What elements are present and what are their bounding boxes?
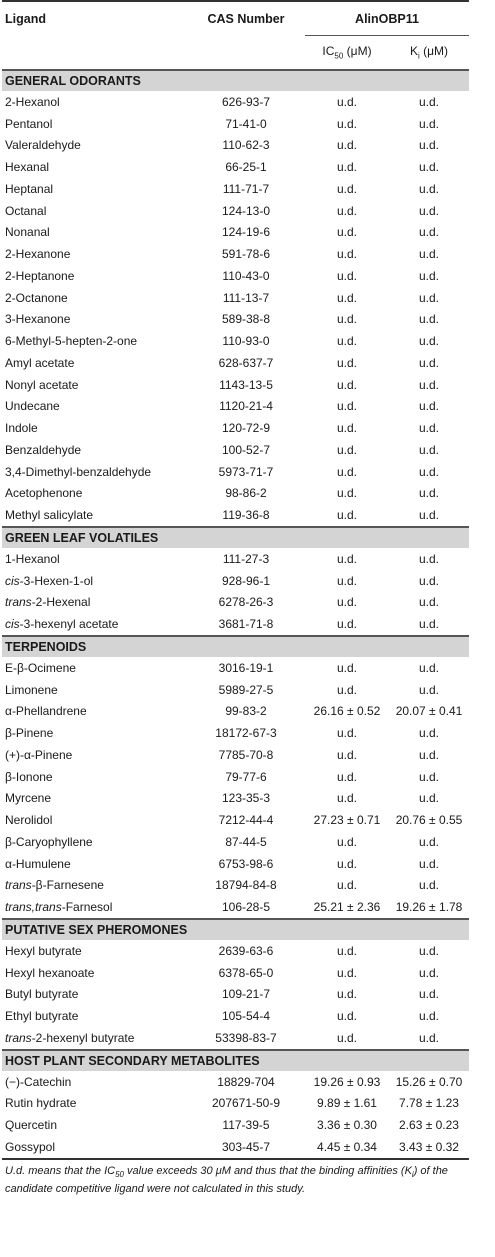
ic50-value: u.d. [336,726,357,741]
table-row [2,91,469,113]
ki-value: u.d. [419,834,440,849]
cas-number: 3016-19-1 [218,660,274,675]
cas-number: 6753-98-6 [218,856,274,871]
ligand-name: Ethyl butyrate [5,1009,79,1024]
cas-number: 589-38-8 [221,312,271,327]
header-ligand: Ligand [5,12,46,26]
ic50-value: u.d. [336,1030,357,1045]
cas-number: 120-72-9 [221,421,271,436]
ic50-value: u.d. [336,138,357,153]
table-row [2,875,469,897]
ic50-value: u.d. [336,225,357,240]
ligand-name: 3-Hexanone [5,312,71,327]
ligand-name: E-β-Ocimene [5,660,76,675]
ki-value: u.d. [419,464,440,479]
section-header [2,636,469,657]
ki-value: u.d. [419,508,440,523]
table-row [2,592,469,614]
ic50-value: u.d. [336,769,357,784]
cas-number: 110-43-0 [222,268,270,283]
ic50-value: u.d. [336,312,357,327]
cas-number: 105-54-4 [221,1009,271,1024]
cas-number: 79-77-6 [225,769,267,784]
ki-value: u.d. [419,421,440,436]
ligand-name: Octanal [5,203,47,218]
ic50-value: 27.23 ± 0.71 [313,813,381,828]
section-header [2,70,469,91]
ki-value: u.d. [419,769,440,784]
table-row [2,504,469,527]
ic50-value: u.d. [336,943,357,958]
table-row [2,265,469,287]
ligand-name: Hexyl hexanoate [5,965,95,980]
table-row [2,461,469,483]
cas-number: 207671-50-9 [211,1096,281,1111]
cas-number: 18172-67-3 [215,726,277,741]
ligand-name: Limonene [5,682,58,697]
table-row [2,722,469,744]
ligand-name: Benzaldehyde [5,442,82,457]
table-row [2,309,469,331]
cas-number: 7212-44-4 [218,813,274,828]
ligand-name: Methyl salicylate [5,508,94,523]
cas-number: 87-44-5 [225,834,267,849]
ic50-value: u.d. [336,573,357,588]
ki-value: u.d. [419,312,440,327]
header-protein: AlinOBP11 [305,1,469,36]
cas-number: 123-35-3 [221,791,271,806]
ki-value: u.d. [419,203,440,218]
ki-value: u.d. [419,442,440,457]
ki-value: u.d. [419,334,440,349]
table-row [2,896,469,919]
table-row [2,483,469,505]
ic50-value: 26.16 ± 0.52 [313,704,381,719]
ki-value: 20.07 ± 0.41 [395,704,463,719]
ic50-value: u.d. [336,747,357,762]
table-row [2,374,469,396]
section-title: PUTATIVE SEX PHEROMONES [2,919,469,940]
ic50-value: u.d. [336,551,357,566]
ki-value: u.d. [419,987,440,1002]
ki-value: u.d. [419,1009,440,1024]
table-row [2,1071,469,1093]
ligand-name: Hexyl butyrate [5,943,82,958]
table-row [2,984,469,1006]
ic50-value: u.d. [336,595,357,610]
ki-value: u.d. [419,225,440,240]
cas-number: 591-78-6 [221,247,271,262]
table-body [2,70,469,1159]
ic50-value: u.d. [336,442,357,457]
table-row [2,548,469,570]
ki-value: u.d. [419,682,440,697]
ligand-name: Nonanal [5,225,50,240]
cas-number: 5989-27-5 [218,682,274,697]
cas-number: 110-62-3 [222,138,270,153]
cas-number: 66-25-1 [225,160,267,175]
table-row [2,744,469,766]
table-row [2,657,469,679]
cas-number: 7785-70-8 [218,747,274,762]
table-row [2,200,469,222]
binding-affinity-table [2,0,469,1160]
ic50-value: u.d. [336,247,357,262]
ki-value: u.d. [419,573,440,588]
ki-value: u.d. [419,595,440,610]
cas-number: 117-39-5 [222,1118,270,1133]
table-row [2,352,469,374]
ligand-name: (−)-Catechin [5,1074,72,1089]
ligand-name: Butyl butyrate [5,987,79,1002]
table-row [2,1136,469,1159]
cas-number: 111-71-7 [222,181,270,196]
ki-value: u.d. [419,247,440,262]
ki-value: u.d. [419,181,440,196]
cas-number: 18829-704 [217,1074,275,1089]
ki-value: u.d. [419,138,440,153]
ki-value: u.d. [419,660,440,675]
table-row [2,113,469,135]
header-ic50: $IC_{50}$ (μM) [322,44,372,61]
cas-number: 100-52-7 [221,442,271,457]
ic50-value: u.d. [336,617,357,632]
ic50-value: u.d. [336,464,357,479]
ligand-name: β-Pinene [5,726,54,741]
binding-table-container [2,0,469,1196]
ligand-name: β-Ionone [5,769,53,784]
ligand-name: 2-Hexanol [5,94,60,109]
table-row [2,439,469,461]
ligand-name: Pentanol [5,116,53,131]
cas-number: 1120-21-4 [219,399,273,414]
header-cas-number: CAS Number [207,12,285,26]
ligand-name: trans-2-hexenyl butyrate [5,1030,135,1045]
section-header [2,919,469,940]
cas-number: 53398-83-7 [215,1030,277,1045]
ic50-value: u.d. [336,486,357,501]
table-row [2,788,469,810]
section-header [2,527,469,548]
ligand-name: cis-3-hexenyl acetate [5,617,119,632]
table-row [2,809,469,831]
ligand-name: Rutin hydrate [5,1096,77,1111]
table-row [2,962,469,984]
section-title: GENERAL ODORANTS [2,70,469,91]
table-row [2,940,469,962]
ligand-name: Hexanal [5,160,50,175]
ki-value: u.d. [419,160,440,175]
ligand-name: 6-Methyl-5-hepten-2-one [5,334,138,349]
ic50-value: u.d. [336,94,357,109]
ligand-name: 2-Octanone [5,290,68,305]
table-row [2,613,469,636]
ligand-name: Acetophenone [5,486,83,501]
ligand-name: Indole [5,421,38,436]
table-row [2,1005,469,1027]
cas-number: 1143-13-5 [219,377,273,392]
cas-number: 303-45-7 [221,1139,271,1154]
cas-number: 3681-71-8 [218,617,274,632]
table-row [2,330,469,352]
ligand-name: trans-2-Hexenal [5,595,91,610]
cas-number: 71-41-0 [225,116,267,131]
ic50-value: u.d. [336,377,357,392]
ki-value: u.d. [419,116,440,131]
ic50-value: u.d. [336,399,357,414]
table-row [2,766,469,788]
cas-number: 2639-63-6 [218,943,274,958]
ic50-value: u.d. [336,181,357,196]
ligand-name: Amyl acetate [5,355,75,370]
ligand-name: α-Phellandrene [5,704,87,719]
table-row [2,679,469,701]
ic50-value: u.d. [336,834,357,849]
ki-value: 3.43 ± 0.32 [399,1139,459,1154]
table-row [2,701,469,723]
ki-value: u.d. [419,94,440,109]
ligand-name: trans-β-Farnesene [5,878,104,893]
cas-number: 18794-84-8 [215,878,277,893]
ligand-name: cis-3-Hexen-1-ol [5,573,94,588]
ki-value: u.d. [419,726,440,741]
ki-value: u.d. [419,377,440,392]
table-row [2,178,469,200]
ic50-value: u.d. [336,116,357,131]
ligand-name: 2-Heptanone [5,268,75,283]
table-row [2,853,469,875]
ki-value: 2.63 ± 0.23 [399,1118,459,1133]
ligand-name: Heptanal [5,181,54,196]
ki-value: u.d. [419,355,440,370]
ligand-name: (+)-α-Pinene [5,747,73,762]
ligand-name: Nerolidol [5,813,53,828]
ic50-value: u.d. [336,334,357,349]
section-title: TERPENOIDS [2,636,469,657]
ki-value: u.d. [419,268,440,283]
ic50-value: u.d. [336,203,357,218]
cas-number: 98-86-2 [225,486,267,501]
ic50-value: u.d. [336,987,357,1002]
ki-value: 20.76 ± 0.55 [395,813,463,828]
ki-value: u.d. [419,290,440,305]
ki-value: u.d. [419,747,440,762]
table-row [2,156,469,178]
table-row [2,287,469,309]
table-row [2,831,469,853]
ic50-value: u.d. [336,268,357,283]
table-row [2,1114,469,1136]
cas-number: 124-19-6 [221,225,271,240]
cas-number: 628-637-7 [218,355,274,370]
ligand-name: Undecane [5,399,60,414]
ki-value: 19.26 ± 1.78 [395,900,463,915]
ki-value: 7.78 ± 1.23 [399,1096,459,1111]
cas-number: 6378-65-0 [218,965,274,980]
cas-number: 119-36-8 [222,508,270,523]
ic50-value: 9.89 ± 1.61 [317,1096,377,1111]
ic50-value: 19.26 ± 0.93 [313,1074,381,1089]
cas-number: 124-13-0 [221,203,271,218]
ligand-name: Myrcene [5,791,52,806]
cas-number: 928-96-1 [221,573,271,588]
ki-value: u.d. [419,965,440,980]
cas-number: 106-28-5 [221,900,271,915]
ki-value: u.d. [419,856,440,871]
ki-value: u.d. [419,791,440,806]
ic50-value: u.d. [336,160,357,175]
ic50-value: 3.36 ± 0.30 [317,1118,377,1133]
ic50-value: u.d. [336,355,357,370]
cas-number: 99-83-2 [225,704,267,719]
ki-value: u.d. [419,486,440,501]
ligand-name: Valeraldehyde [5,138,81,153]
ligand-name: Quercetin [5,1118,58,1133]
ic50-value: 4.45 ± 0.34 [317,1139,377,1154]
ic50-value: u.d. [336,965,357,980]
cas-number: 6278-26-3 [218,595,274,610]
ki-value: u.d. [419,878,440,893]
ki-value: u.d. [419,399,440,414]
ic50-value: u.d. [336,682,357,697]
ic50-value: u.d. [336,508,357,523]
ic50-value: u.d. [336,878,357,893]
ic50-value: u.d. [336,421,357,436]
ic50-value: 25.21 ± 2.36 [313,900,381,915]
cas-number: 5973-71-7 [218,464,274,479]
ligand-name: Nonyl acetate [5,377,79,392]
ligand-name: α-Humulene [5,856,71,871]
cas-number: 111-27-3 [222,551,270,566]
cas-number: 111-13-7 [222,290,270,305]
ic50-value: u.d. [336,791,357,806]
ki-value: 15.26 ± 0.70 [395,1074,463,1089]
ligand-name: 3,4-Dimethyl-benzaldehyde [5,464,152,479]
ligand-name: Gossypol [5,1139,56,1154]
table-row [2,135,469,157]
section-header [2,1050,469,1071]
ligand-name: β-Caryophyllene [5,834,93,849]
ki-value: u.d. [419,1030,440,1045]
table-row [2,222,469,244]
ligand-name: trans,trans-Farnesol [5,900,113,915]
section-title: GREEN LEAF VOLATILES [2,527,469,548]
table-row [2,243,469,265]
table-footnote: U.d. means that the $IC_{50}$ value exceeds 30 μM and thus that the binding affinities $(K_i)$ of the candidate competitive ligand were not calculated in this study. [5,1164,448,1195]
ki-value: u.d. [419,617,440,632]
table-row [2,1093,469,1115]
ligand-name: 2-Hexanone [5,247,71,262]
ic50-value: u.d. [336,660,357,675]
table-row [2,1027,469,1050]
table-row [2,570,469,592]
cas-number: 109-21-7 [221,987,271,1002]
cas-number: 110-93-0 [222,334,270,349]
table-row [2,417,469,439]
ic50-value: u.d. [336,1009,357,1024]
table-row [2,396,469,418]
header-ki: $K_i$ (μM) [409,44,449,61]
ki-value: u.d. [419,943,440,958]
ic50-value: u.d. [336,290,357,305]
cas-number: 626-93-7 [221,94,271,109]
ki-value: u.d. [419,551,440,566]
ligand-name: 1-Hexanol [5,551,60,566]
ic50-value: u.d. [336,856,357,871]
section-title: HOST PLANT SECONDARY METABOLITES [2,1050,469,1071]
